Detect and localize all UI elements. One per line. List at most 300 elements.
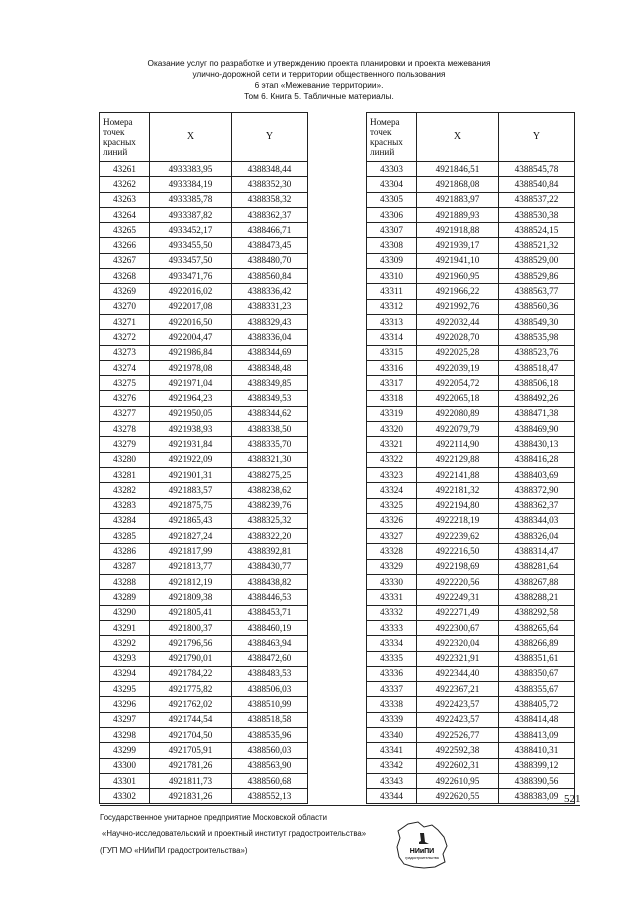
document-header bbox=[110, 58, 528, 102]
cell-point-number: 43337 bbox=[367, 682, 417, 697]
column-header-x: X bbox=[150, 113, 232, 162]
cell-x: 4922526,77 bbox=[417, 727, 499, 742]
header-line-1: Оказание услуг по разработке и утверждению проекта планировки и проекта межевания bbox=[147, 58, 491, 68]
table-row bbox=[367, 773, 575, 788]
cell-point-number: 43287 bbox=[100, 559, 150, 574]
header-line-2: улично-дорожной сети и территории общественного пользования bbox=[192, 69, 446, 79]
cell-y: 4388460,19 bbox=[232, 620, 308, 635]
column-header-point-number bbox=[100, 113, 150, 162]
cell-x: 4933452,17 bbox=[150, 223, 232, 238]
cell-point-number: 43288 bbox=[100, 575, 150, 590]
cell-y: 4388430,13 bbox=[499, 437, 575, 452]
table-row bbox=[367, 636, 575, 651]
table-row bbox=[367, 651, 575, 666]
table-row bbox=[100, 177, 308, 192]
cell-y: 4388336,04 bbox=[232, 330, 308, 345]
cell-x: 4922080,89 bbox=[417, 406, 499, 421]
cell-point-number: 43265 bbox=[100, 223, 150, 238]
column-header-line: линий bbox=[103, 147, 128, 157]
cell-point-number: 43324 bbox=[367, 483, 417, 498]
cell-x: 4922079,79 bbox=[417, 422, 499, 437]
cell-x: 4921781,26 bbox=[150, 758, 232, 773]
cell-y: 4388288,21 bbox=[499, 590, 575, 605]
cell-point-number: 43279 bbox=[100, 437, 150, 452]
table-row bbox=[100, 743, 308, 758]
cell-y: 4388506,03 bbox=[232, 682, 308, 697]
cell-point-number: 43320 bbox=[367, 422, 417, 437]
cell-point-number: 43338 bbox=[367, 697, 417, 712]
cell-x: 4921971,04 bbox=[150, 376, 232, 391]
cell-point-number: 43305 bbox=[367, 192, 417, 207]
cell-x: 4933387,82 bbox=[150, 207, 232, 222]
cell-x: 4922320,04 bbox=[417, 636, 499, 651]
cell-point-number: 43293 bbox=[100, 651, 150, 666]
cell-x: 4921809,38 bbox=[150, 590, 232, 605]
cell-x: 4921964,23 bbox=[150, 391, 232, 406]
table-row bbox=[100, 207, 308, 222]
cell-y: 4388351,61 bbox=[499, 651, 575, 666]
cell-point-number: 43283 bbox=[100, 498, 150, 513]
cell-x: 4922239,62 bbox=[417, 529, 499, 544]
table-row bbox=[100, 620, 308, 635]
table-row bbox=[100, 360, 308, 375]
cell-point-number: 43269 bbox=[100, 284, 150, 299]
table-row bbox=[100, 192, 308, 207]
column-header-line: красных bbox=[370, 137, 403, 147]
cell-x: 4921889,93 bbox=[417, 207, 499, 222]
table-body bbox=[100, 162, 308, 804]
table-row bbox=[100, 422, 308, 437]
footer-line-2: «Научно-исследовательский и проектный институт градостроительства» bbox=[102, 829, 367, 838]
cell-x: 4921922,09 bbox=[150, 452, 232, 467]
cell-x: 4922016,02 bbox=[150, 284, 232, 299]
cell-x: 4922620,55 bbox=[417, 789, 499, 804]
cell-point-number: 43314 bbox=[367, 330, 417, 345]
table-row bbox=[367, 620, 575, 635]
table-row bbox=[367, 682, 575, 697]
cell-x: 4921827,24 bbox=[150, 529, 232, 544]
cell-x: 4921960,95 bbox=[417, 269, 499, 284]
footer-line-1: Государственное унитарное предприятие Московской области bbox=[100, 813, 327, 822]
cell-x: 4933384,19 bbox=[150, 177, 232, 192]
column-header-line: точек bbox=[103, 127, 125, 137]
cell-x: 4922065,18 bbox=[417, 391, 499, 406]
cell-y: 4388266,89 bbox=[499, 636, 575, 651]
cell-point-number: 43332 bbox=[367, 605, 417, 620]
cell-point-number: 43284 bbox=[100, 513, 150, 528]
cell-y: 4388326,04 bbox=[499, 529, 575, 544]
cell-y: 4388413,09 bbox=[499, 727, 575, 742]
cell-y: 4388523,76 bbox=[499, 345, 575, 360]
cell-x: 4922198,69 bbox=[417, 559, 499, 574]
cell-point-number: 43330 bbox=[367, 575, 417, 590]
cell-point-number: 43335 bbox=[367, 651, 417, 666]
cell-x: 4921918,88 bbox=[417, 223, 499, 238]
cell-point-number: 43317 bbox=[367, 376, 417, 391]
table-row bbox=[367, 376, 575, 391]
cell-y: 4388506,18 bbox=[499, 376, 575, 391]
cell-point-number: 43336 bbox=[367, 666, 417, 681]
cell-x: 4921762,02 bbox=[150, 697, 232, 712]
cell-point-number: 43273 bbox=[100, 345, 150, 360]
table-row bbox=[367, 406, 575, 421]
cell-x: 4921931,84 bbox=[150, 437, 232, 452]
cell-x: 4921950,05 bbox=[150, 406, 232, 421]
cell-x: 4921813,77 bbox=[150, 559, 232, 574]
table-row bbox=[100, 682, 308, 697]
cell-point-number: 43326 bbox=[367, 513, 417, 528]
table-row bbox=[367, 299, 575, 314]
cell-y: 4388471,38 bbox=[499, 406, 575, 421]
cell-point-number: 43261 bbox=[100, 162, 150, 177]
cell-point-number: 43341 bbox=[367, 743, 417, 758]
table-row bbox=[100, 529, 308, 544]
column-header-line: красных bbox=[103, 137, 136, 147]
table-row bbox=[367, 483, 575, 498]
cell-y: 4388563,90 bbox=[232, 758, 308, 773]
table-row bbox=[367, 712, 575, 727]
cell-x: 4922025,28 bbox=[417, 345, 499, 360]
column-header-y: Y bbox=[499, 113, 575, 162]
table-row bbox=[100, 406, 308, 421]
cell-y: 4388267,88 bbox=[499, 575, 575, 590]
cell-y: 4388350,67 bbox=[499, 666, 575, 681]
cell-x: 4921846,51 bbox=[417, 162, 499, 177]
table-row bbox=[367, 758, 575, 773]
cell-y: 4388348,44 bbox=[232, 162, 308, 177]
cell-x: 4922054,72 bbox=[417, 376, 499, 391]
cell-point-number: 43328 bbox=[367, 544, 417, 559]
table-row bbox=[367, 391, 575, 406]
table-row bbox=[367, 238, 575, 253]
column-header-y: Y bbox=[232, 113, 308, 162]
cell-x: 4921883,97 bbox=[417, 192, 499, 207]
cell-point-number: 43325 bbox=[367, 498, 417, 513]
cell-point-number: 43300 bbox=[100, 758, 150, 773]
cell-point-number: 43310 bbox=[367, 269, 417, 284]
cell-point-number: 43298 bbox=[100, 727, 150, 742]
column-header-line: линий bbox=[370, 147, 395, 157]
cell-point-number: 43281 bbox=[100, 467, 150, 482]
cell-y: 4388355,67 bbox=[499, 682, 575, 697]
cell-x: 4922028,70 bbox=[417, 330, 499, 345]
table-row bbox=[100, 483, 308, 498]
cell-x: 4921790,01 bbox=[150, 651, 232, 666]
table-row bbox=[367, 743, 575, 758]
cell-point-number: 43303 bbox=[367, 162, 417, 177]
cell-y: 4388362,37 bbox=[232, 207, 308, 222]
page-number: 521 bbox=[564, 793, 581, 805]
cell-y: 4388390,56 bbox=[499, 773, 575, 788]
cell-point-number: 43280 bbox=[100, 452, 150, 467]
table-row bbox=[367, 452, 575, 467]
cell-point-number: 43302 bbox=[100, 789, 150, 804]
cell-x: 4921875,75 bbox=[150, 498, 232, 513]
table-row bbox=[367, 422, 575, 437]
table-row bbox=[367, 345, 575, 360]
table-row bbox=[100, 513, 308, 528]
table-row bbox=[100, 345, 308, 360]
table-row bbox=[367, 314, 575, 329]
cell-y: 4388325,32 bbox=[232, 513, 308, 528]
cell-x: 4921796,56 bbox=[150, 636, 232, 651]
cell-y: 4388540,84 bbox=[499, 177, 575, 192]
cell-point-number: 43321 bbox=[367, 437, 417, 452]
cell-point-number: 43270 bbox=[100, 299, 150, 314]
cell-point-number: 43311 bbox=[367, 284, 417, 299]
table-row bbox=[367, 529, 575, 544]
cell-x: 4922220,56 bbox=[417, 575, 499, 590]
cell-y: 4388518,47 bbox=[499, 360, 575, 375]
table-row bbox=[367, 162, 575, 177]
table-row bbox=[100, 330, 308, 345]
table-row bbox=[367, 223, 575, 238]
table-header-row bbox=[367, 113, 575, 162]
cell-point-number: 43267 bbox=[100, 253, 150, 268]
cell-point-number: 43301 bbox=[100, 773, 150, 788]
cell-point-number: 43307 bbox=[367, 223, 417, 238]
cell-y: 4388239,76 bbox=[232, 498, 308, 513]
cell-x: 4922271,49 bbox=[417, 605, 499, 620]
header-line-3: 6 этап «Межевание территории». bbox=[254, 80, 384, 90]
cell-y: 4388331,23 bbox=[232, 299, 308, 314]
cell-point-number: 43340 bbox=[367, 727, 417, 742]
cell-x: 4922194,80 bbox=[417, 498, 499, 513]
cell-y: 4388344,69 bbox=[232, 345, 308, 360]
cell-x: 4921705,91 bbox=[150, 743, 232, 758]
table-row bbox=[367, 498, 575, 513]
table-row bbox=[100, 575, 308, 590]
cell-point-number: 43266 bbox=[100, 238, 150, 253]
cell-point-number: 43329 bbox=[367, 559, 417, 574]
cell-point-number: 43342 bbox=[367, 758, 417, 773]
cell-x: 4921883,57 bbox=[150, 483, 232, 498]
cell-point-number: 43294 bbox=[100, 666, 150, 681]
coordinates-table-left bbox=[99, 112, 308, 804]
cell-y: 4388510,99 bbox=[232, 697, 308, 712]
cell-y: 4388336,42 bbox=[232, 284, 308, 299]
cell-y: 4388530,38 bbox=[499, 207, 575, 222]
table-row bbox=[100, 636, 308, 651]
cell-x: 4921941,10 bbox=[417, 253, 499, 268]
cell-point-number: 43312 bbox=[367, 299, 417, 314]
cell-point-number: 43262 bbox=[100, 177, 150, 192]
cell-point-number: 43344 bbox=[367, 789, 417, 804]
cell-y: 4388518,58 bbox=[232, 712, 308, 727]
cell-y: 4388344,62 bbox=[232, 406, 308, 421]
cell-point-number: 43331 bbox=[367, 590, 417, 605]
table-row bbox=[100, 590, 308, 605]
table-row bbox=[367, 666, 575, 681]
cell-y: 4388349,85 bbox=[232, 376, 308, 391]
cell-y: 4388329,43 bbox=[232, 314, 308, 329]
cell-point-number: 43343 bbox=[367, 773, 417, 788]
table-row bbox=[100, 712, 308, 727]
cell-y: 4388529,86 bbox=[499, 269, 575, 284]
cell-y: 4388466,71 bbox=[232, 223, 308, 238]
cell-point-number: 43282 bbox=[100, 483, 150, 498]
cell-x: 4922602,31 bbox=[417, 758, 499, 773]
cell-point-number: 43296 bbox=[100, 697, 150, 712]
cell-x: 4921992,76 bbox=[417, 299, 499, 314]
cell-point-number: 43333 bbox=[367, 620, 417, 635]
cell-point-number: 43271 bbox=[100, 314, 150, 329]
cell-x: 4933455,50 bbox=[150, 238, 232, 253]
footer-divider bbox=[100, 805, 580, 806]
table-row bbox=[367, 590, 575, 605]
table-row bbox=[367, 284, 575, 299]
table-row bbox=[100, 284, 308, 299]
cell-y: 4388275,25 bbox=[232, 467, 308, 482]
cell-y: 4388473,45 bbox=[232, 238, 308, 253]
cell-y: 4388529,00 bbox=[499, 253, 575, 268]
cell-y: 4388416,28 bbox=[499, 452, 575, 467]
cell-x: 4921775,82 bbox=[150, 682, 232, 697]
cell-point-number: 43272 bbox=[100, 330, 150, 345]
cell-y: 4388560,03 bbox=[232, 743, 308, 758]
table-row bbox=[367, 253, 575, 268]
cell-point-number: 43278 bbox=[100, 422, 150, 437]
cell-x: 4922017,08 bbox=[150, 299, 232, 314]
cell-y: 4388403,69 bbox=[499, 467, 575, 482]
cell-y: 4388362,37 bbox=[499, 498, 575, 513]
cell-point-number: 43268 bbox=[100, 269, 150, 284]
cell-point-number: 43308 bbox=[367, 238, 417, 253]
cell-point-number: 43285 bbox=[100, 529, 150, 544]
table-row bbox=[367, 727, 575, 742]
cell-y: 4388535,96 bbox=[232, 727, 308, 742]
logo-text: НИиПИ bbox=[409, 848, 435, 855]
column-header-line: Номера bbox=[103, 117, 133, 127]
cell-point-number: 43327 bbox=[367, 529, 417, 544]
cell-y: 4388492,26 bbox=[499, 391, 575, 406]
table-row bbox=[100, 269, 308, 284]
table-row bbox=[100, 314, 308, 329]
table-row bbox=[100, 498, 308, 513]
cell-y: 4388535,98 bbox=[499, 330, 575, 345]
cell-x: 4921938,93 bbox=[150, 422, 232, 437]
cell-y: 4388521,32 bbox=[499, 238, 575, 253]
table-row bbox=[367, 467, 575, 482]
cell-point-number: 43318 bbox=[367, 391, 417, 406]
cell-point-number: 43322 bbox=[367, 452, 417, 467]
cell-y: 4388453,71 bbox=[232, 605, 308, 620]
cell-x: 4922344,40 bbox=[417, 666, 499, 681]
cell-point-number: 43323 bbox=[367, 467, 417, 482]
cell-y: 4388552,13 bbox=[232, 789, 308, 804]
cell-x: 4921939,17 bbox=[417, 238, 499, 253]
cell-y: 4388545,78 bbox=[499, 162, 575, 177]
cell-y: 4388438,82 bbox=[232, 575, 308, 590]
table-row bbox=[100, 789, 308, 804]
cell-y: 4388348,48 bbox=[232, 360, 308, 375]
table-row bbox=[100, 391, 308, 406]
table-row bbox=[100, 697, 308, 712]
cell-point-number: 43295 bbox=[100, 682, 150, 697]
cell-y: 4388410,31 bbox=[499, 743, 575, 758]
cell-y: 4388349,53 bbox=[232, 391, 308, 406]
cell-point-number: 43263 bbox=[100, 192, 150, 207]
table-row bbox=[367, 360, 575, 375]
cell-y: 4388560,36 bbox=[499, 299, 575, 314]
cell-y: 4388383,09 bbox=[499, 789, 575, 804]
cell-point-number: 43315 bbox=[367, 345, 417, 360]
cell-x: 4922423,57 bbox=[417, 697, 499, 712]
cell-y: 4388414,48 bbox=[499, 712, 575, 727]
footer-line-3: (ГУП МО «НИиПИ градостроительства») bbox=[100, 846, 248, 855]
cell-y: 4388563,77 bbox=[499, 284, 575, 299]
cell-x: 4921978,08 bbox=[150, 360, 232, 375]
table-row bbox=[100, 238, 308, 253]
cell-y: 4388358,32 bbox=[232, 192, 308, 207]
cell-y: 4388321,30 bbox=[232, 452, 308, 467]
table-row bbox=[100, 727, 308, 742]
cell-x: 4922181,32 bbox=[417, 483, 499, 498]
table-row bbox=[100, 437, 308, 452]
cell-y: 4388524,15 bbox=[499, 223, 575, 238]
cell-point-number: 43297 bbox=[100, 712, 150, 727]
table-row bbox=[100, 162, 308, 177]
cell-x: 4933383,95 bbox=[150, 162, 232, 177]
column-header-x: X bbox=[417, 113, 499, 162]
cell-y: 4388549,30 bbox=[499, 314, 575, 329]
cell-y: 4388392,81 bbox=[232, 544, 308, 559]
cell-x: 4922216,50 bbox=[417, 544, 499, 559]
cell-point-number: 43334 bbox=[367, 636, 417, 651]
cell-point-number: 43264 bbox=[100, 207, 150, 222]
table-row bbox=[367, 575, 575, 590]
cell-point-number: 43289 bbox=[100, 590, 150, 605]
table-row bbox=[367, 177, 575, 192]
cell-point-number: 43291 bbox=[100, 620, 150, 635]
cell-y: 4388399,12 bbox=[499, 758, 575, 773]
cell-y: 4388338,50 bbox=[232, 422, 308, 437]
cell-y: 4388281,64 bbox=[499, 559, 575, 574]
column-header-line: Номера bbox=[370, 117, 400, 127]
cell-x: 4922249,31 bbox=[417, 590, 499, 605]
table-row bbox=[367, 559, 575, 574]
cell-x: 4921812,19 bbox=[150, 575, 232, 590]
cell-x: 4933385,78 bbox=[150, 192, 232, 207]
cell-point-number: 43319 bbox=[367, 406, 417, 421]
table-row bbox=[100, 452, 308, 467]
cell-x: 4922016,50 bbox=[150, 314, 232, 329]
cell-x: 4933471,76 bbox=[150, 269, 232, 284]
table-row bbox=[100, 605, 308, 620]
cell-point-number: 43276 bbox=[100, 391, 150, 406]
table-row bbox=[100, 559, 308, 574]
cell-x: 4922004,47 bbox=[150, 330, 232, 345]
table-row bbox=[100, 651, 308, 666]
cell-x: 4922300,67 bbox=[417, 620, 499, 635]
moscow-region-map-logo-icon bbox=[394, 820, 450, 870]
cell-y: 4388560,84 bbox=[232, 269, 308, 284]
cell-point-number: 43316 bbox=[367, 360, 417, 375]
table-row bbox=[367, 544, 575, 559]
table-row bbox=[100, 758, 308, 773]
table-body bbox=[367, 162, 575, 804]
table-row bbox=[367, 269, 575, 284]
cell-y: 4388430,77 bbox=[232, 559, 308, 574]
table-row bbox=[367, 513, 575, 528]
cell-point-number: 43290 bbox=[100, 605, 150, 620]
table-row bbox=[100, 376, 308, 391]
cell-y: 4388292,58 bbox=[499, 605, 575, 620]
cell-y: 4388560,68 bbox=[232, 773, 308, 788]
cell-y: 4388446,53 bbox=[232, 590, 308, 605]
cell-y: 4388352,30 bbox=[232, 177, 308, 192]
table-row bbox=[367, 789, 575, 804]
